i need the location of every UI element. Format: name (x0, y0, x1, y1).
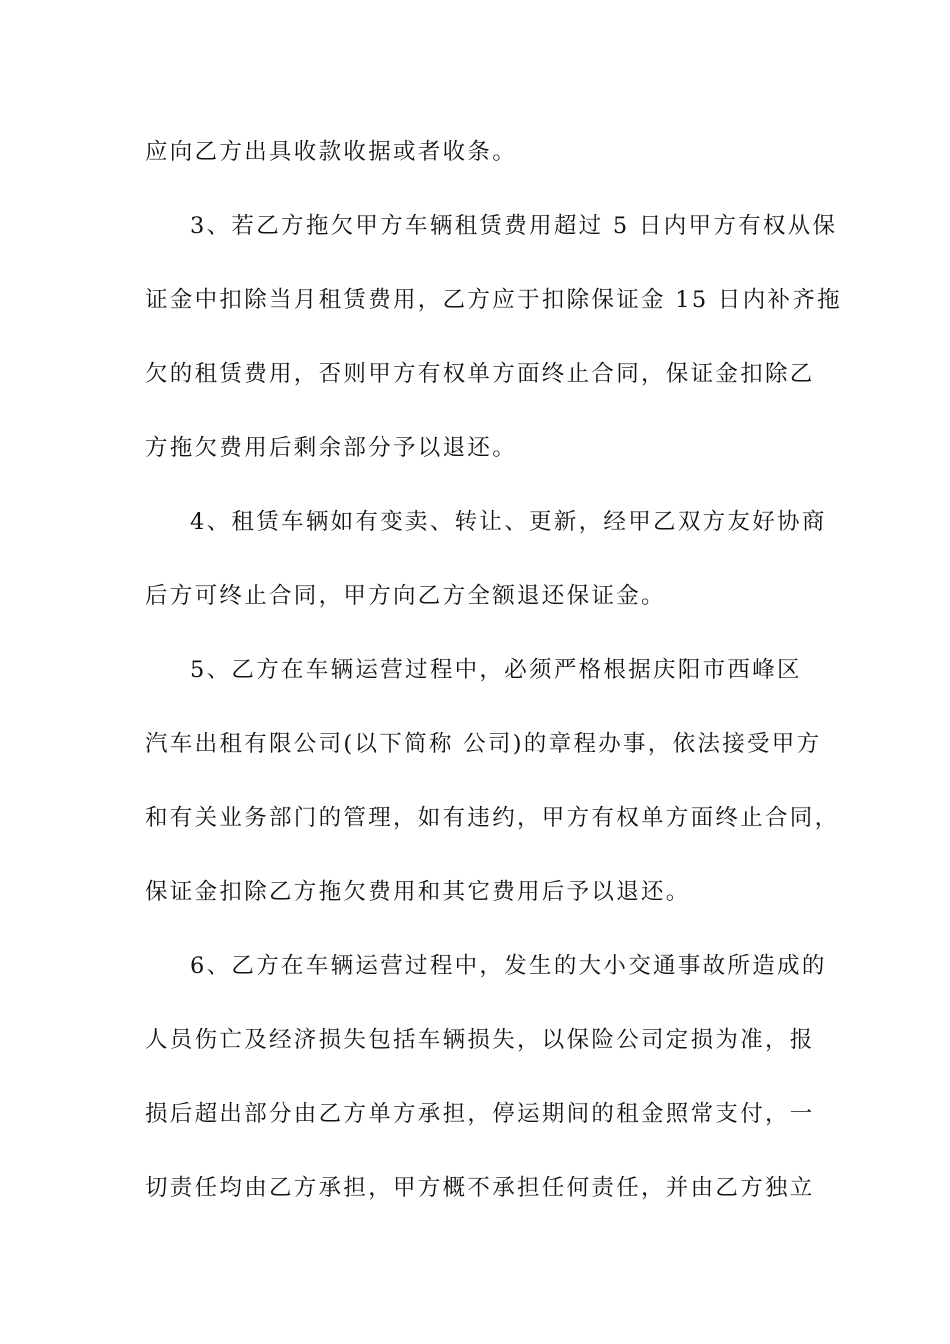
text-line: 方拖欠费用后剩余部分予以退还。 (145, 435, 518, 461)
text-line: 保证金扣除乙方拖欠费用和其它费用后予以退还。 (145, 879, 691, 905)
text-line: 6、乙方在车辆运营过程中，发生的大小交通事故所造成的 (190, 953, 827, 979)
text-line: 4、租赁车辆如有变卖、转让、更新，经甲乙双方友好协商 (190, 509, 827, 535)
text-line: 切责任均由乙方承担，甲方概不承担任何责任，并由乙方独立 (145, 1175, 815, 1201)
text-line: 汽车出租有限公司(以下简称 公司)的章程办事，依法接受甲方 (145, 731, 822, 757)
text-line: 和有关业务部门的管理，如有违约，甲方有权单方面终止合同， (145, 805, 840, 831)
text-line: 欠的租赁费用，否则甲方有权单方面终止合同，保证金扣除乙 (145, 361, 815, 387)
text-line: 后方可终止合同，甲方向乙方全额退还保证金。 (145, 583, 666, 609)
text-line: 人员伤亡及经济损失包括车辆损失，以保险公司定损为准，报 (145, 1027, 815, 1053)
text-line: 5、乙方在车辆运营过程中，必须严格根据庆阳市西峰区 (190, 657, 802, 683)
text-line: 3、若乙方拖欠甲方车辆租赁费用超过 5 日内甲方有权从保 (190, 213, 838, 239)
text-line: 证金中扣除当月租赁费用，乙方应于扣除保证金 15 日内补齐拖 (145, 287, 842, 313)
text-line: 应向乙方出具收款收据或者收条。 (145, 139, 518, 165)
text-line: 损后超出部分由乙方单方承担，停运期间的租金照常支付，一 (145, 1101, 815, 1127)
